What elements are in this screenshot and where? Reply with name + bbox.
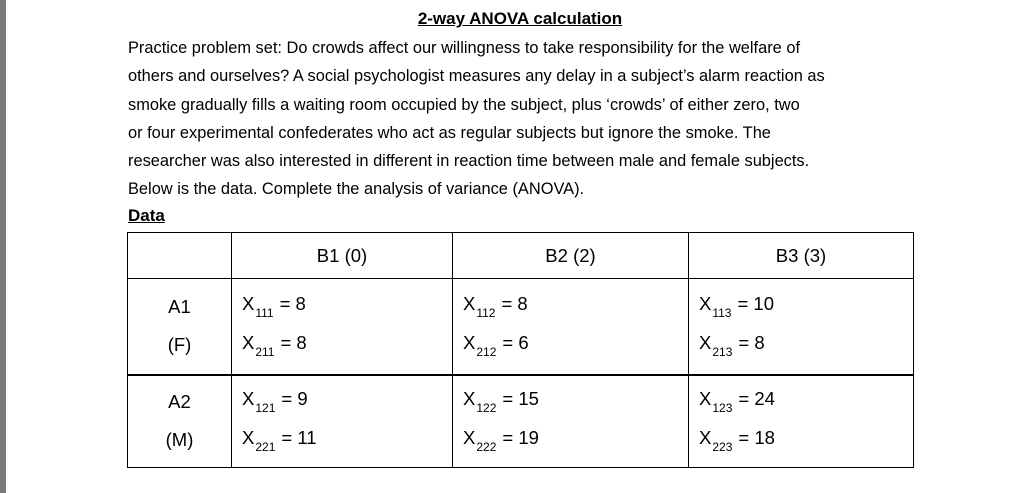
cell-a2-b2: [453, 375, 689, 468]
row-label: A1: [168, 296, 191, 318]
paragraph-line: Below is the data. Complete the analysis of variance (ANOVA).: [128, 180, 585, 199]
paragraph-line: smoke gradually fills a waiting room occupied by the subject, plus ‘crowds’ of either zero, two: [128, 95, 800, 114]
observation-value: $X_{121} = 9$: [242, 388, 308, 416]
row-label: A2: [168, 391, 191, 413]
observation-value: $X_{223} = 18$: [699, 427, 775, 455]
observation-value: $X_{122} = 15$: [463, 388, 539, 416]
corner-cell: [128, 233, 232, 279]
observation-value: $X_{123} = 24$: [699, 388, 775, 416]
observation-value: $X_{112} = 8$: [463, 293, 528, 321]
cell-a2-b3: [689, 375, 914, 468]
data-heading: Data: [128, 206, 165, 225]
row-label-a2: [128, 375, 232, 468]
paragraph-line: Practice problem set: Do crowds affect our willingness to take responsibility for the welfare of: [128, 39, 801, 57]
observation-value: $X_{212} = 6$: [463, 332, 529, 360]
anova-data-table: [127, 232, 914, 468]
observation-value: $X_{222} = 19$: [463, 427, 539, 455]
observation-value: $X_{211} = 8$: [242, 332, 307, 360]
observation-value: $X_{213} = 8$: [699, 332, 765, 360]
observation-value: $X_{111} = 8$: [242, 293, 306, 321]
page-edge-bar: [0, 0, 6, 493]
cell-a1-b3: [689, 279, 914, 375]
table-header-row: [128, 233, 914, 279]
row-sublabel: (M): [165, 429, 194, 451]
page-title: 2-way ANOVA calculation: [417, 9, 623, 28]
observation-value: $X_{221} = 11$: [242, 427, 317, 455]
problem-paragraph: [128, 34, 908, 204]
column-header-b2: B2 (2): [453, 233, 689, 279]
column-header-b1: B1 (0): [232, 233, 453, 279]
paragraph-line: researcher was also interested in different in reaction time between male and female subjects.: [128, 152, 810, 171]
cell-a1-b2: [453, 279, 689, 375]
observation-value: $X_{113} = 10$: [699, 293, 775, 321]
column-header-b3: B3 (3): [689, 233, 914, 279]
cell-a1-b1: [232, 279, 453, 375]
paragraph-line: or four experimental confederates who act as regular subjects but ignore the smoke. The: [128, 123, 771, 142]
row-label-a1: [128, 279, 232, 375]
row-sublabel: (F): [167, 334, 192, 356]
table-row: [128, 279, 914, 375]
cell-a2-b1: [232, 375, 453, 468]
paragraph-line: others and ourselves? A social psychologist measures any delay in a subject’s alarm reaction as: [128, 67, 825, 86]
table-row: [128, 375, 914, 468]
